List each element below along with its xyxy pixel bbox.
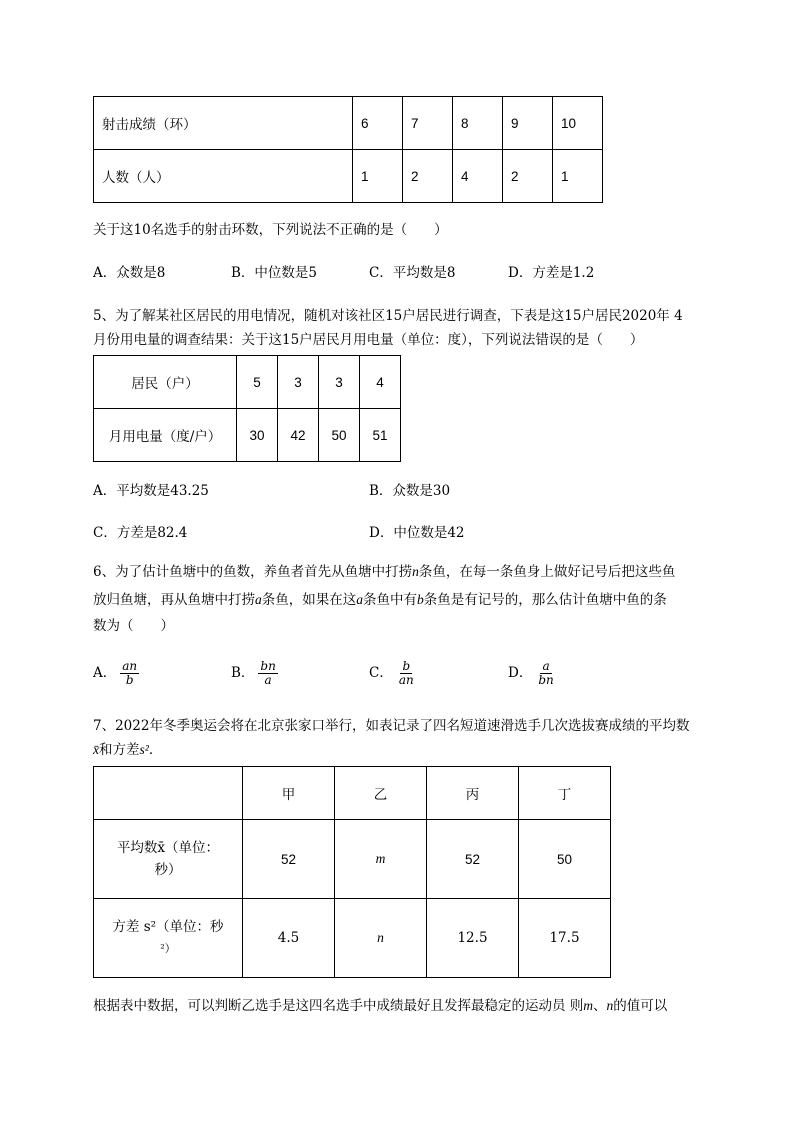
count-cell: 1 [553,150,603,203]
q4-option-d: D．方差是1.2 [508,265,595,281]
mean-cell: m [335,820,427,899]
skater-header: 丙 [427,767,519,820]
q5-option-d: D．中位数是42 [369,525,465,541]
q6-option-a: A． $\frac{an}{b}$ [93,659,138,687]
corner-cell [94,767,243,820]
count-cell: 1 [353,150,403,203]
q5-option-a: A．平均数是43.25 [93,483,209,499]
fraction: $\frac{a}{bn}$ [538,659,554,687]
count-row-label: 人数（人） [94,150,353,203]
usage-label: 月用电量（度/户） [94,409,237,462]
score-cell: 10 [553,97,603,150]
skater-header: 丁 [519,767,611,820]
fraction: $\frac{b}{an}$ [398,659,414,687]
count-cell: 2 [403,150,453,203]
households-cell: 4 [360,356,401,409]
usage-cell: 51 [360,409,401,462]
q6-text-line2: 放归鱼塘，再从鱼塘中打捞a条鱼，如果在这a条鱼中有b条鱼是有记号的，那么估计鱼塘中鱼的条 [93,592,667,608]
shooting-score-table [93,96,603,203]
variance-cell: 12.5 [427,899,519,978]
score-cell: 7 [403,97,453,150]
q6-option-d: D． $\frac{a}{bn}$ [508,659,554,687]
q5-option-c: C．方差是82.4 [93,525,188,541]
q6-text-line1: 6、为了估计鱼塘中的鱼数，养鱼者首先从鱼塘中打捞n条鱼，在每一条鱼身上做好记号后把这些鱼 [93,564,676,580]
variance-cell: 17.5 [519,899,611,978]
variance-row-label: 方差 s²（单位：秒 ²） [94,899,243,978]
score-cell: 9 [503,97,553,150]
mean-row-label: 平均数x̄（单位： 秒） [94,820,243,899]
q7-text-line1: 7、2022年冬季奥运会将在北京张家口举行，如表记录了四名短道速滑选手几次选拔赛成绩的平均数 [93,718,690,734]
skater-stats-table [93,766,611,978]
skater-header: 乙 [335,767,427,820]
households-cell: 3 [319,356,360,409]
usage-cell: 50 [319,409,360,462]
mean-cell: 52 [427,820,519,899]
households-cell: 3 [278,356,319,409]
mean-cell: 50 [519,820,611,899]
fraction: $\frac{an}{b}$ [122,659,138,687]
variance-cell: 4.5 [243,899,335,978]
q4-option-b: B．中位数是5 [231,265,318,281]
households-cell: 5 [237,356,278,409]
q7-text-line2: x̄和方差s²． [93,742,163,758]
score-cell: 8 [453,97,503,150]
q4-option-c: C．平均数是8 [369,265,456,281]
q4-prompt: 关于这10名选手的射击环数，下列说法不正确的是（ ） [93,222,448,238]
usage-cell: 30 [237,409,278,462]
count-cell: 4 [453,150,503,203]
q6-option-b: B． $\frac{bn}{a}$ [231,659,276,687]
score-cell: 6 [353,97,403,150]
q7-after-text: 根据表中数据，可以判断乙选手是这四名选手中成绩最好且发挥最稳定的运动员 则m、n的值可以 [93,998,668,1014]
q6-text-line3: 数为（ ） [93,618,174,634]
q4-option-a: A．众数是8 [93,265,166,281]
skater-header: 甲 [243,767,335,820]
electricity-table [93,355,401,462]
mean-cell: 52 [243,820,335,899]
count-cell: 2 [503,150,553,203]
households-label: 居民（户） [94,356,237,409]
q5-text-line1: 5、为了解某社区居民的用电情况，随机对该社区15户居民进行调查，下表是这15户居民2020年 4 [93,308,683,324]
variance-cell: n [335,899,427,978]
score-header-label: 射击成绩（环） [94,97,353,150]
usage-cell: 42 [278,409,319,462]
fraction: $\frac{bn}{a}$ [260,659,276,687]
q5-text-line2: 月份用电量的调查结果：关于这15户居民月用电量（单位：度），下列说法错误的是（ ） [93,332,644,348]
q5-option-b: B．众数是30 [369,483,451,499]
q6-option-c: C． $\frac{b}{an}$ [369,659,414,687]
